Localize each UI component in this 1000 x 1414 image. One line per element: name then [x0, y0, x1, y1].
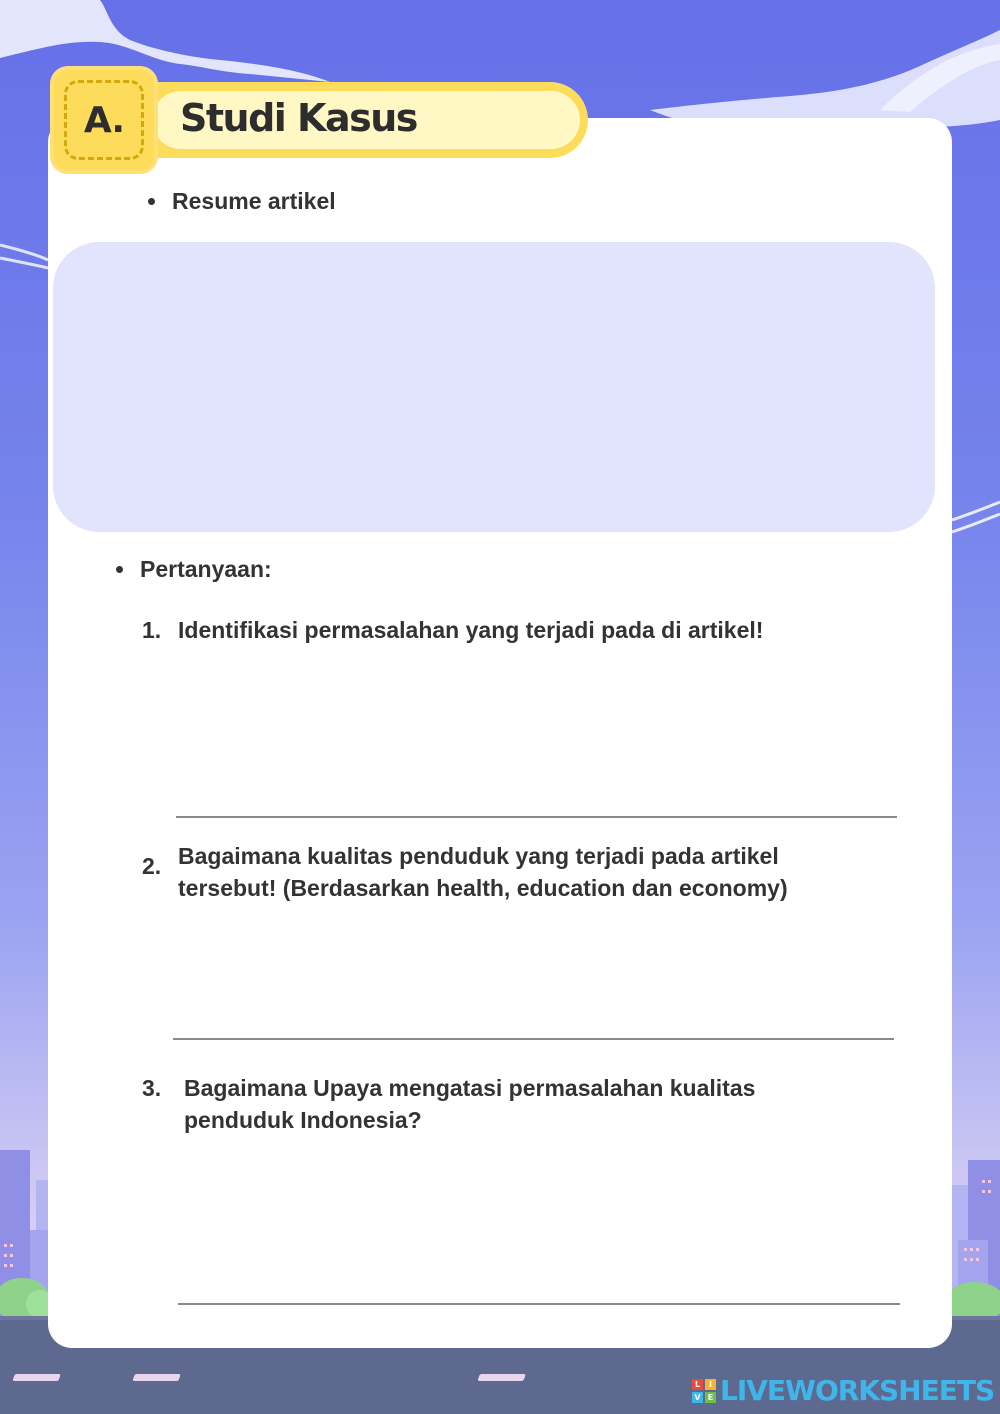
resume-label: Resume artikel: [172, 188, 336, 214]
question-1-text: Identifikasi permasalahan yang terjadi pada di artikel!: [178, 617, 764, 643]
questions-label: Pertanyaan:: [140, 556, 272, 582]
question-3-answer-line[interactable]: [178, 1303, 900, 1305]
logo-grid-icon: L I V E: [692, 1379, 716, 1403]
section-letter: A.: [83, 99, 125, 141]
question-3-text-line-1: Bagaimana Upaya mengatasi permasalahan kualitas: [184, 1075, 756, 1101]
question-2-number: 2.: [142, 853, 162, 879]
logo-text: LIVEWORKSHEETS: [720, 1374, 995, 1407]
resume-answer-box[interactable]: [53, 242, 935, 532]
question-1-number: 1.: [142, 617, 162, 643]
question-3-number: 3.: [142, 1075, 162, 1101]
question-2-answer-line[interactable]: [173, 1038, 894, 1040]
questions-bullet: [116, 556, 272, 583]
resume-bullet: [148, 188, 336, 215]
question-2-text-line-2: tersebut! (Berdasarkan health, education dan economy): [178, 875, 788, 901]
section-badge: [50, 66, 158, 174]
section-title: Studi Kasus: [180, 96, 417, 140]
question-3-text-line-2: penduduk Indonesia?: [184, 1107, 422, 1133]
liveworksheets-logo: [692, 1374, 994, 1407]
question-2-text-line-1: Bagaimana kualitas penduduk yang terjadi pada artikel: [178, 843, 779, 869]
question-1-answer-line[interactable]: [176, 816, 897, 818]
cloud-top-left: [0, 0, 330, 82]
bullet-icon: [148, 198, 155, 205]
bullet-icon: [116, 566, 123, 573]
